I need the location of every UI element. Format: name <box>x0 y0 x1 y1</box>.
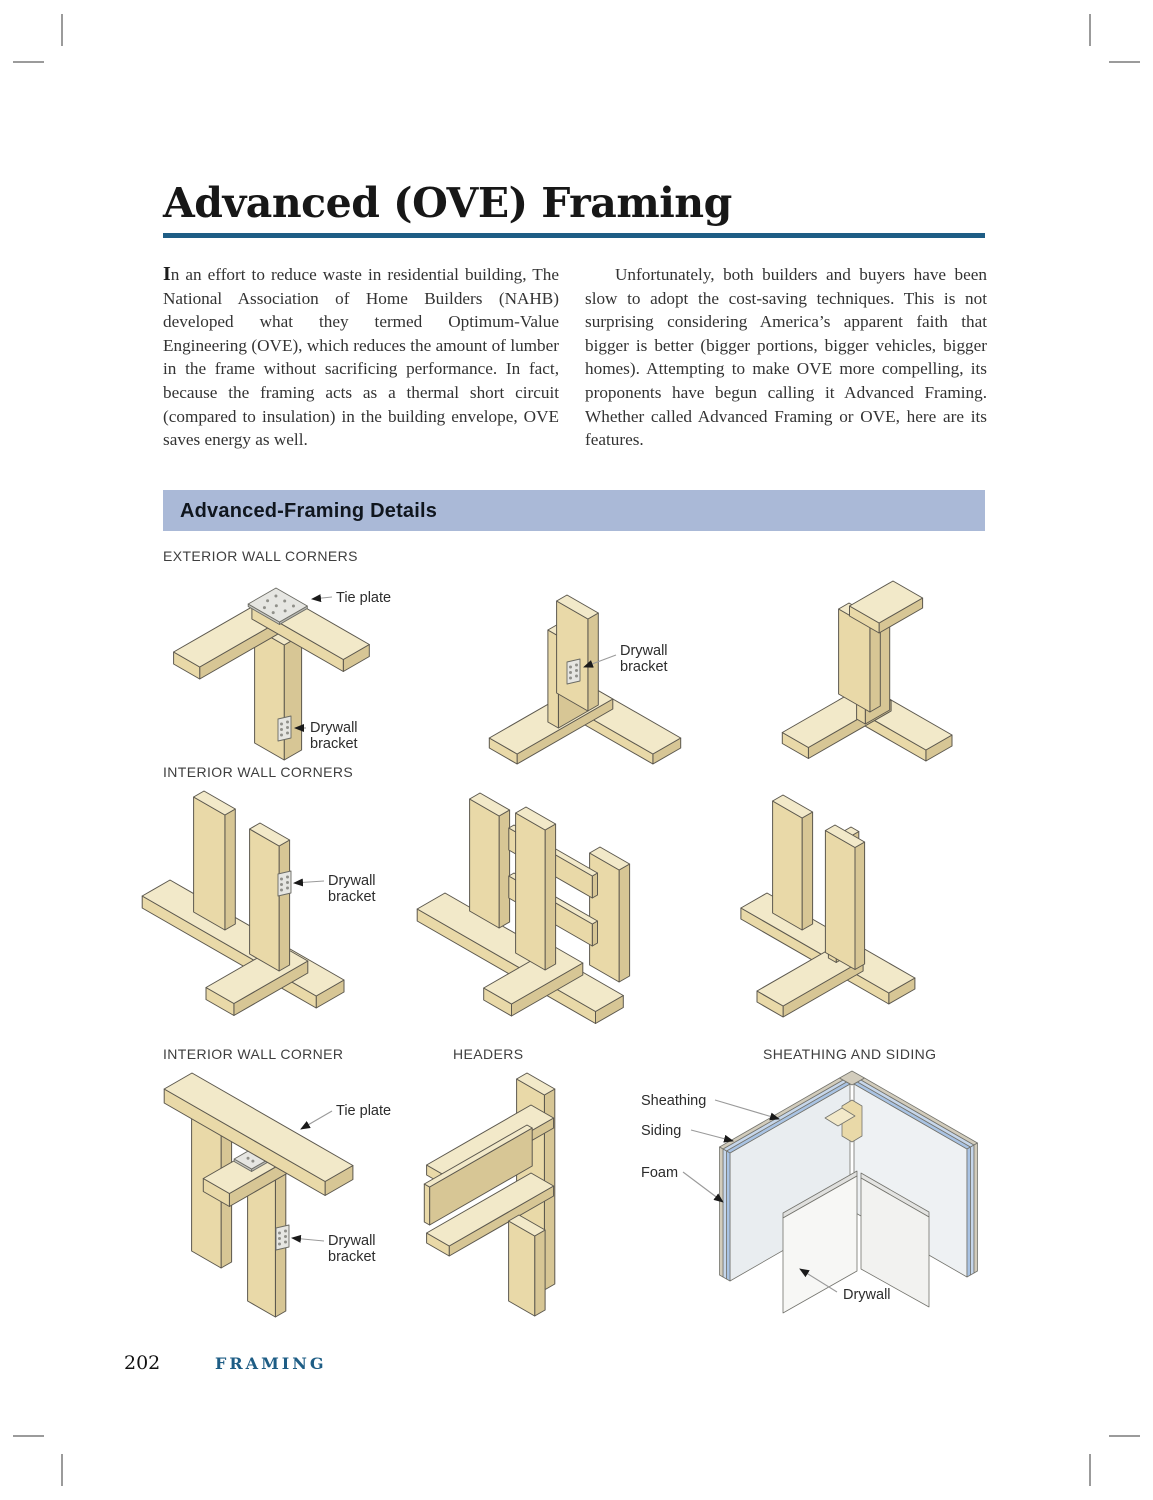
figure-panel-title: Advanced-Framing Details <box>180 500 438 522</box>
leader-line <box>715 1100 779 1119</box>
label-tie-plate: Tie plate <box>336 1103 392 1119</box>
label-drywall-bracket: bracket <box>328 889 376 905</box>
intro-paragraph-left: In an effort to reduce waste in residential building, The National Association of Home Builders (NAHB) developed what they termed Optimum-Value Engineering (OVE), which reduces the amount of lumber in the frame without sacrificing performance. In fact, because the framing acts as a thermal short circuit (compared to insulation) in the building envelope, OVE saves energy as well. <box>163 263 559 450</box>
section-heading-headers: HEADERS <box>453 1046 524 1062</box>
label-drywall-bracket: Drywall <box>310 720 358 736</box>
lead-capital: I <box>163 263 171 285</box>
diagram-exterior-wall-corner-3 <box>765 575 975 765</box>
diagram-exterior-wall-corner-2 <box>455 575 735 765</box>
leader-line <box>301 1111 332 1129</box>
diagram-exterior-wall-corner-1 <box>160 570 460 765</box>
intro-column-left <box>163 263 559 452</box>
page-number: 202 <box>124 1352 161 1374</box>
label-drywall-bracket: Drywall <box>328 873 376 889</box>
diagram-interior-wall-corner-2 <box>440 785 740 1030</box>
crop-mark <box>13 61 44 63</box>
leader-line <box>691 1130 733 1141</box>
leader-line <box>294 881 324 883</box>
crop-mark <box>1109 1435 1140 1437</box>
label-drywall-bracket: bracket <box>620 659 668 675</box>
crop-mark <box>1089 14 1091 46</box>
page-title: Advanced (OVE) Framing <box>163 179 732 227</box>
isometric-art <box>782 581 952 761</box>
isometric-art <box>741 795 915 1017</box>
crop-mark <box>61 14 63 46</box>
label-drywall-bracket: bracket <box>310 736 358 752</box>
label-drywall-bracket: Drywall <box>620 643 668 659</box>
footer-section: FRAMING <box>215 1354 327 1373</box>
intro-columns <box>163 263 987 452</box>
crop-mark <box>13 1435 44 1437</box>
isometric-art <box>424 1073 555 1316</box>
isometric-art <box>164 1073 353 1317</box>
title-rule <box>163 233 985 238</box>
label-siding: Siding <box>641 1123 682 1139</box>
isometric-art <box>489 595 680 764</box>
label-tie-plate: Tie plate <box>336 590 392 606</box>
leader-line <box>683 1172 723 1202</box>
leader-line <box>292 1238 324 1241</box>
crop-mark <box>1109 61 1140 63</box>
label-sheathing: Sheathing <box>641 1093 707 1109</box>
label-drywall: Drywall <box>843 1287 891 1303</box>
isometric-art <box>142 791 344 1016</box>
diagram-interior-wall-corner-1 <box>160 785 460 1030</box>
section-heading-sheathing-and-siding: SHEATHING AND SIDING <box>763 1046 937 1062</box>
figure-panel-header <box>163 490 985 531</box>
diagram-sheathing-and-siding <box>635 1058 985 1320</box>
isometric-art <box>720 1071 978 1313</box>
leader-line <box>312 597 332 599</box>
diagram-headers <box>415 1065 585 1320</box>
intro-column-right <box>585 263 987 452</box>
diagram-labels <box>294 873 376 905</box>
crop-mark <box>61 1454 63 1486</box>
isometric-art <box>417 793 629 1024</box>
section-heading-interior-wall-corners: INTERIOR WALL CORNERS <box>163 764 354 780</box>
section-heading-exterior-wall-corners: EXTERIOR WALL CORNERS <box>163 548 358 564</box>
label-drywall-bracket: bracket <box>328 1249 376 1265</box>
label-drywall-bracket: Drywall <box>328 1233 376 1249</box>
crop-mark <box>1089 1454 1091 1486</box>
diagram-interior-wall-corner-3 <box>725 785 985 1035</box>
label-foam: Foam <box>641 1165 679 1181</box>
section-heading-interior-wall-corner: INTERIOR WALL CORNER <box>163 1046 344 1062</box>
intro-paragraph-right: Unfortunately, both builders and buyers have been slow to adopt the cost-saving techniques. This is not surprising considering America’s apparent faith that bigger is better (bigger portions, bigger vehicles, bigger homes). Attempting to make OVE more compelling, its proponents have begun calling it Advanced Framing. Whether called Advanced Framing or OVE, here are its features. <box>585 265 987 450</box>
